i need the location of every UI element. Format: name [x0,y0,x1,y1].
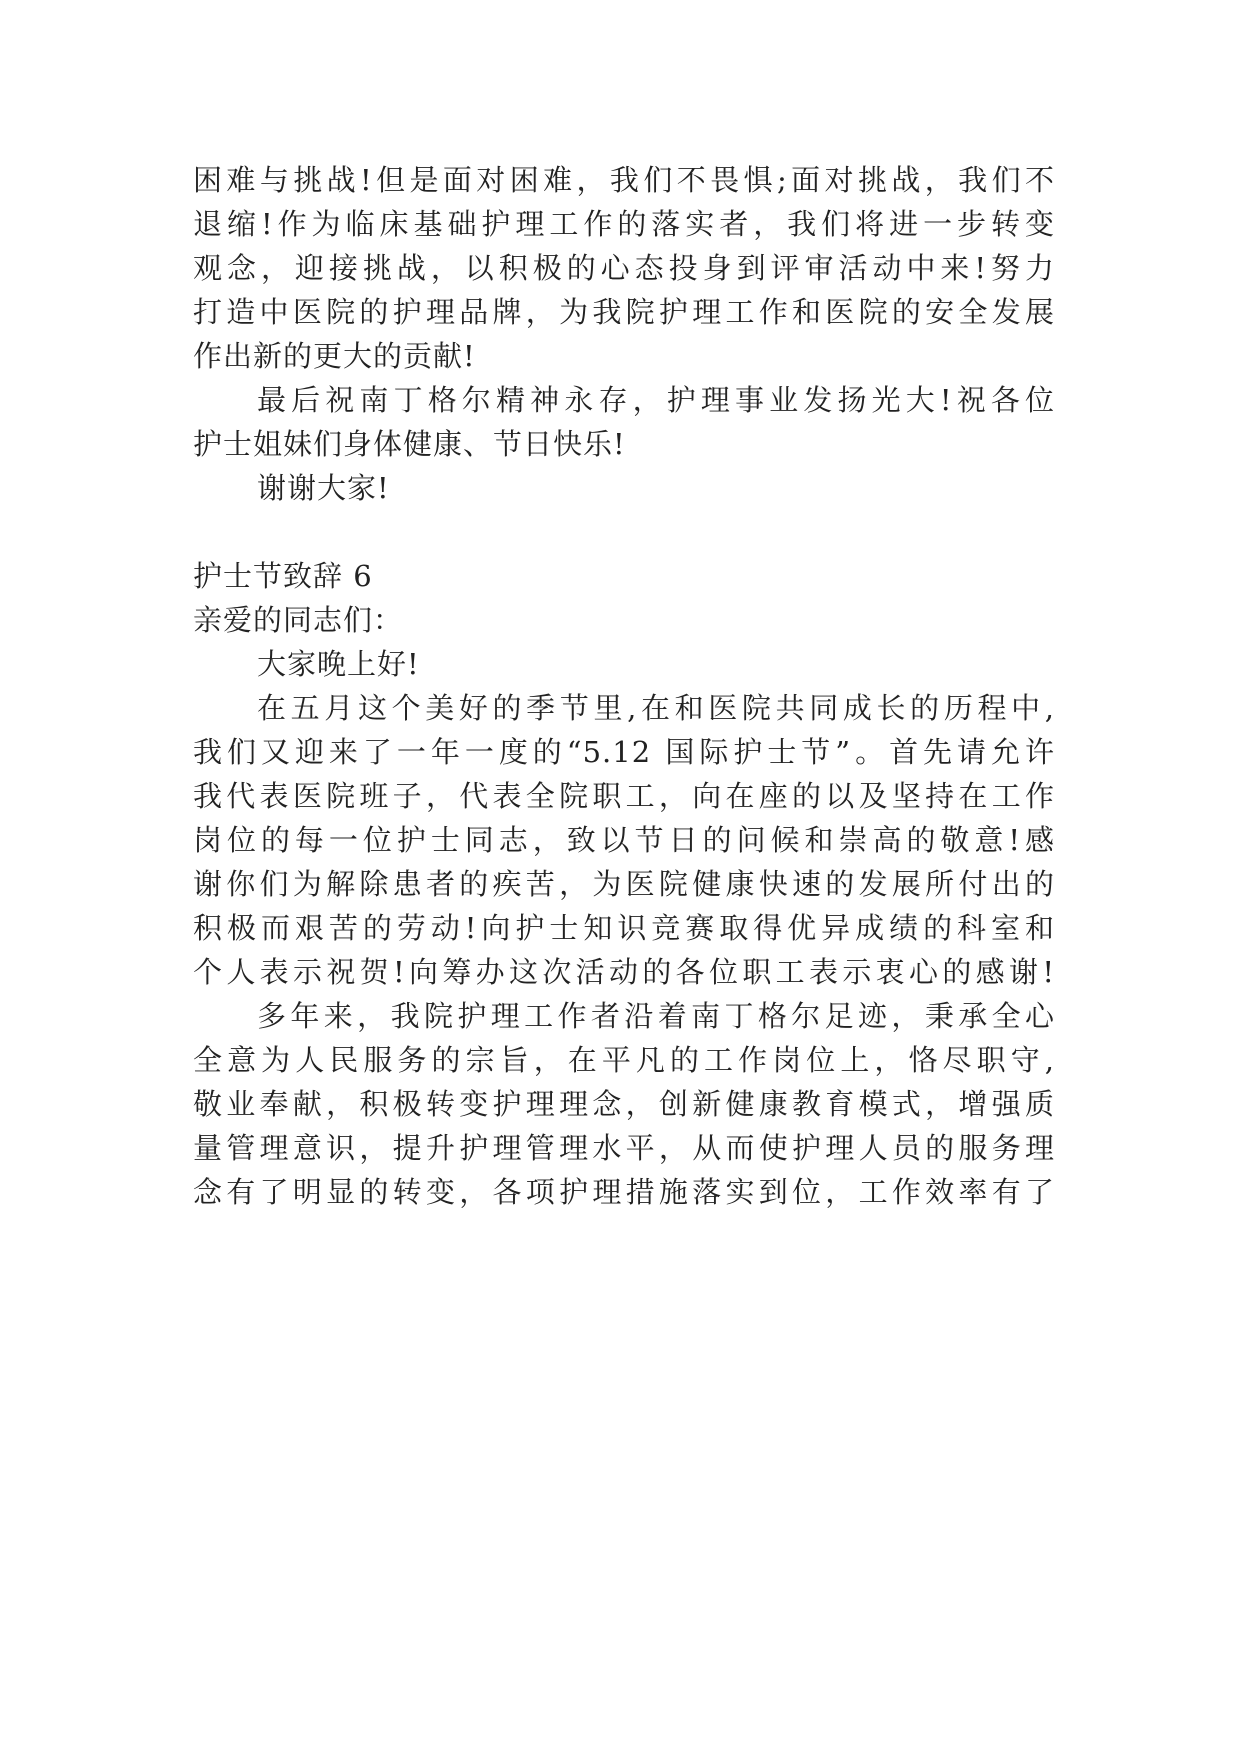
text-line: 个人表示祝贺!向筹办这次活动的各位职工表示衷心的感谢! [193,955,1055,989]
text-line: 作出新的更大的贡献! [193,339,476,373]
text-line: 观念，迎接挑战，以积极的心态投身到评审活动中来!努力 [193,251,1055,285]
text-line: 我们又迎来了一年一度的“5.12 国际护士节”。首先请允许 [193,735,1055,769]
text-line: 积极而艰苦的劳动!向护士知识竞赛取得优异成绩的科室和 [193,911,1055,945]
thanks-line: 谢谢大家! [257,471,390,505]
text-line: 退缩!作为临床基础护理工作的落实者，我们将进一步转变 [193,207,1055,241]
text-line: 敬业奉献，积极转变护理理念，创新健康教育模式，增强质 [193,1087,1055,1121]
closing-wish-paragraph [193,378,1055,466]
text-line: 困难与挑战!但是面对困难，我们不畏惧;面对挑战，我们不 [193,163,1055,197]
document-body [193,158,1055,1214]
text-line: 在五月这个美好的季节里,在和医院共同成长的历程中, [257,691,1055,725]
text-line: 最后祝南丁格尔精神永存，护理事业发扬光大!祝各位 [257,383,1055,417]
text-line: 我代表医院班子，代表全院职工，向在座的以及坚持在工作 [193,779,1055,813]
paragraph-1 [193,686,1055,994]
text-line: 打造中医院的护理品牌，为我院护理工作和医院的安全发展 [193,295,1055,329]
greeting: 大家晚上好! [257,647,420,681]
text-line: 护士姐妹们身体健康、节日快乐! [193,427,626,461]
text-line: 全意为人民服务的宗旨，在平凡的工作岗位上，恪尽职守, [193,1043,1055,1077]
text-line: 岗位的每一位护士同志，致以节日的问候和崇高的敬意!感 [193,823,1055,857]
continuation-paragraph [193,158,1055,378]
text-line: 量管理意识，提升护理管理水平，从而使护理人员的服务理 [193,1131,1055,1165]
paragraph-2 [193,994,1055,1214]
section-spacer [193,510,1055,554]
salutation: 亲爱的同志们： [193,603,404,637]
section-title: 护士节致辞 6 [193,559,373,593]
text-line: 念有了明显的转变，各项护理措施落实到位，工作效率有了 [193,1175,1055,1209]
text-line: 多年来，我院护理工作者沿着南丁格尔足迹，秉承全心 [257,999,1055,1033]
text-line: 谢你们为解除患者的疾苦，为医院健康快速的发展所付出的 [193,867,1055,901]
